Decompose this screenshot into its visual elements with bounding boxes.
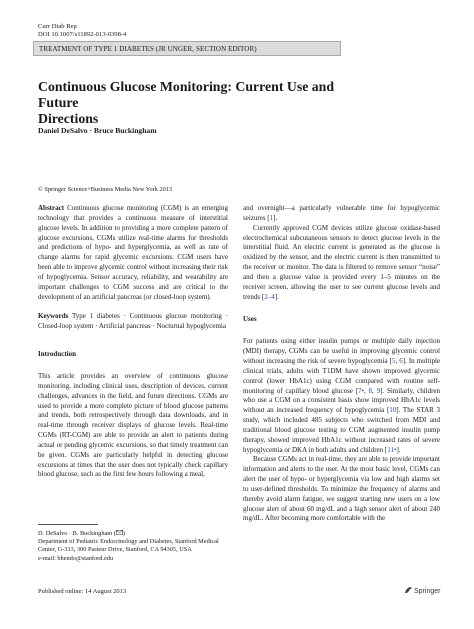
footnote-rule bbox=[38, 524, 98, 525]
paragraph-alerts: Because CGMs act in real-time, they are able to provide important information and alerts to the user. At the most basic level, CGMs can alert the user of hypo- or hyperglycemia via low and high alarms set to user-defined thresholds. To minimize the frequency of alarms and thereby avoid alarm fatigue, we suggest starting new users on a low glucose alert of about 60 mg/dL and a high sensor alert of about 240 mg/dL. After becoming more comfortable with the bbox=[243, 455, 440, 523]
footnote-email[interactable]: e-mail: bhendo@stanford.edu bbox=[38, 554, 114, 562]
envelope-icon bbox=[116, 530, 123, 537]
introduction-heading: Introduction bbox=[38, 350, 76, 359]
uses-heading: Uses bbox=[243, 315, 257, 324]
paragraph-devices: Currently approved CGM devices utilize glucose oxidase-based electrochemical subcutaneous sensors to detect glucose levels in the interstitial fluid. An electric current is generated as the glucose is oxidized by the sensor, and the electric current is then transmitted to the receiver or monitor. The data is filtered to remove sensor “noise” and then a glucose value is provided every 1–5 minutes on the receiver screen, allowing the user to see current glucose levels and trends [2–4]. bbox=[243, 223, 440, 301]
author-list: Daniel DeSalvo · Bruce Buckingham bbox=[38, 126, 157, 135]
citation-link[interactable]: 11• bbox=[387, 445, 397, 454]
article-title bbox=[38, 79, 368, 127]
introduction-text: This article provides an overview of continuous glucose monitoring, including clinical uses, description of devices, current challenges, advances in the field, and future directions. CGMs are used to provide a more complete picture of blood glucose patterns and trends, both retrospectively through data downloads, and in real-time through receiver displays of glucose levels. Real-time CGMs (RT-CGM) are able to provide an alert to patients during actual or pending glycemic excursions, so that timely treatment can be given. CGMs are particularly helpful in detecting glucose excursions at times that the user does not typically check capillary blood glucose, such as the first few hours following a meal, bbox=[38, 371, 228, 479]
section-label: TREATMENT OF TYPE 1 DIABETES (JR UNGER, SECTION EDITOR) bbox=[39, 45, 257, 53]
paragraph-overnight: and overnight—a particularly vulnerable time for hypoglycemic seizures [1]. bbox=[243, 204, 440, 222]
journal-name: Curr Diab Rep bbox=[38, 23, 77, 30]
keywords-text: Type 1 diabetes · Continuous glucose monitoring · Closed-loop system · Artificial pancreas · Nocturnal hypoglycemia bbox=[38, 312, 228, 331]
title-line-2: Directions bbox=[38, 111, 99, 126]
springer-horse-icon bbox=[404, 588, 414, 595]
footnote-department: Department of Pediatric Endocrinology and Diabetes, Stanford Medical Center, G-313, 300 Pasteur Drive, Stanford, CA 94305, USA bbox=[38, 538, 219, 554]
keywords bbox=[38, 312, 228, 332]
citation-link[interactable]: 9 bbox=[376, 386, 381, 395]
publication-date: Published online: 14 August 2013 bbox=[38, 588, 127, 595]
left-column bbox=[38, 204, 228, 480]
abstract-label: Abstract bbox=[38, 204, 65, 212]
footnote bbox=[38, 530, 228, 563]
citation-link[interactable]: 2–4 bbox=[264, 292, 275, 301]
citation-link[interactable]: 6 bbox=[399, 356, 403, 365]
copyright-notice: © Springer Science+Business Media New York 2013 bbox=[38, 186, 173, 193]
abstract bbox=[38, 204, 228, 302]
citation-link[interactable]: 7• bbox=[358, 386, 364, 395]
section-banner bbox=[33, 41, 341, 56]
citation-link[interactable]: 8 bbox=[368, 386, 373, 395]
publisher-logo bbox=[404, 586, 440, 595]
right-column bbox=[243, 204, 440, 524]
keywords-label: Keywords bbox=[38, 312, 69, 321]
abstract-text: Continuous glucose monitoring (CGM) is an emerging technology that provides a continuous measure of interstitial glucose levels. In addition to providing a more complete pattern of glucose excursions, CGMs utilize real-time alarms for thresholds and predictions of hypo- and hyperglycemia, as well as rate of change alarms for rapid glycemic excursions. CGM users have been able to improve glycemic control without increasing their risk of hypoglycemia. Sensor accuracy, reliability, and wearability are important challenges to CGM success and are critical to the development of an artificial pancreas (or closed-loop system). bbox=[38, 204, 228, 301]
doi-text: DOI 10.1007/s11892-013-0398-4 bbox=[38, 31, 127, 38]
title-line-1: Continuous Glucose Monitoring: Current Use and Future bbox=[38, 79, 335, 110]
citation-link[interactable]: 5 bbox=[391, 356, 396, 365]
citation-link[interactable]: 1 bbox=[269, 213, 274, 222]
footnote-authors: D. DeSalvo · B. Buckingham ( ) bbox=[38, 530, 125, 537]
paragraph-uses: For patients using either insulin pumps or multiple daily injection (MDI) therapy, CGMs can be useful in improving glycemic control without increasing the risk of severe hypoglycemia [5, 6]. In multiple clinical trials, adults with T1DM have shown improved glycemic control (lower HbA1c) using CGM compared with routine self-monitoring of capillary blood glucose [7•, 8, 9]. Similarly, children who use a CGM on a consistent basis show improved HbA1c levels without an increased frequency of hypoglycemia [10]. The STAR 3 study, which included 485 subjects who switched from MDI and traditional blood glucose testing to CGM augmented insulin pump therapy, showed improved HbA1c without increased rates of severe hypoglycemia or DKA in both adults and children [11•]. bbox=[243, 337, 441, 454]
citation-link[interactable]: 10 bbox=[389, 406, 397, 415]
publisher-name: Springer bbox=[414, 588, 441, 595]
